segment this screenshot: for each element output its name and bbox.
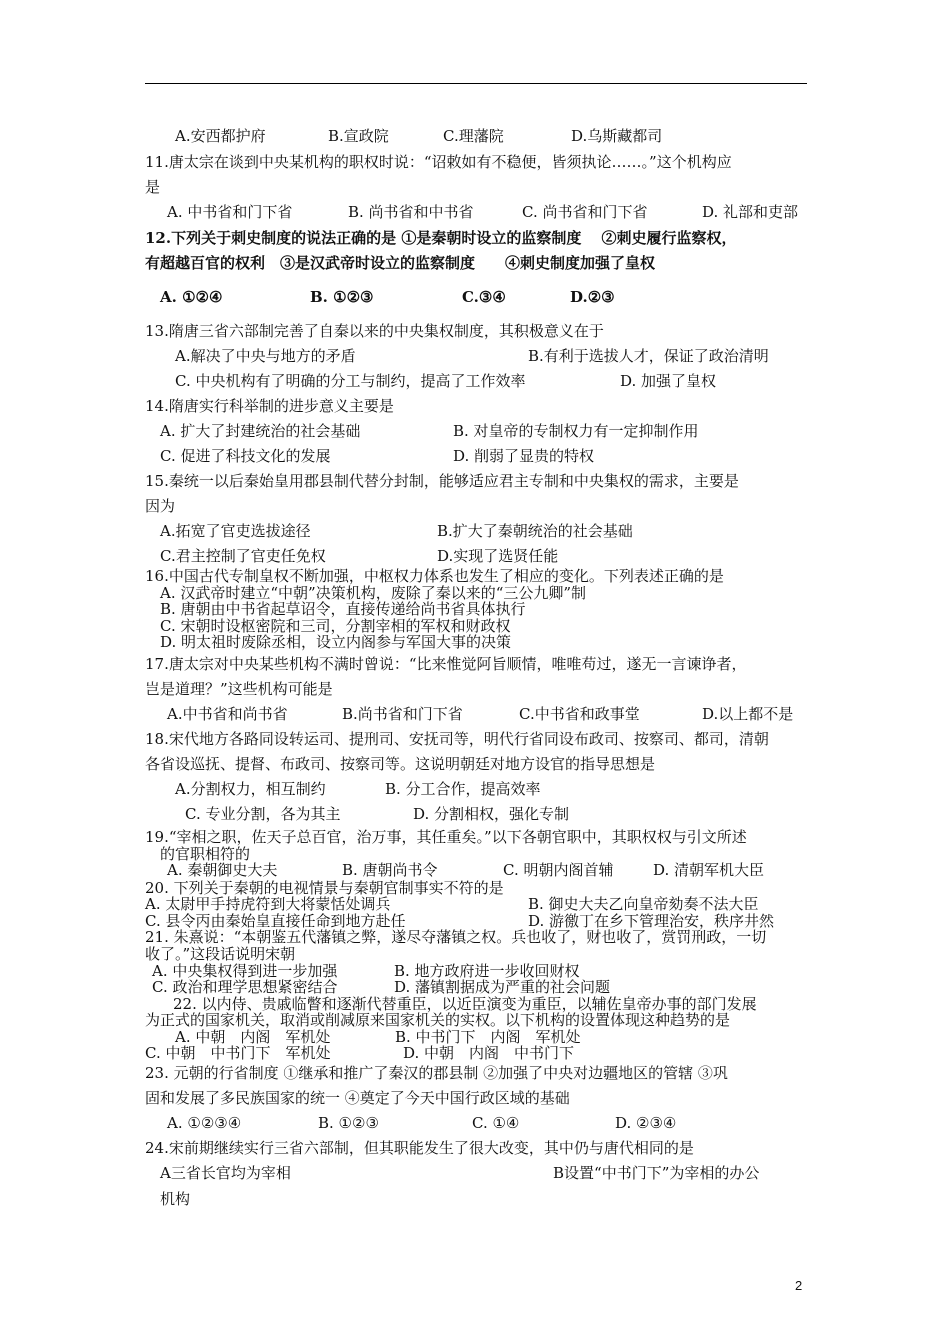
q18-option-d: D. 分割相权，强化专制 xyxy=(413,805,570,823)
q12-option-c: C.③④ xyxy=(462,288,506,306)
q12-stem-line2: 有超越百官的权利 ③是汉武帝时设立的监察制度 ④刺史制度加强了皇权 xyxy=(145,254,656,272)
q17-option-a: A.中书省和尚书省 xyxy=(167,705,288,723)
q13-option-a: A.解决了中央与地方的矛盾 xyxy=(175,347,356,365)
q21-stem-line1: 21. 朱熹说：“本朝鉴五代藩镇之弊，遂尽夺藩镇之权。兵也收了，财也收了，赏罚刑政，一切 xyxy=(145,928,767,946)
q19-option-b: B. 唐朝尚书令 xyxy=(342,861,438,879)
q19-option-d: D. 清朝军机大臣 xyxy=(653,861,765,879)
q10-option-a: A.安西都护府 xyxy=(175,127,266,145)
q14-option-d: D. 削弱了显贵的特权 xyxy=(453,447,595,465)
q16-stem: 16.中国古代专制皇权不断加强，中枢权力体系也发生了相应的变化。下列表述正确的是 xyxy=(145,567,724,585)
q11-option-c: C. 尚书省和门下省 xyxy=(522,203,648,221)
q21-option-d: D. 藩镇割据成为严重的社会问题 xyxy=(394,978,611,996)
q17-option-c: C.中书省和政事堂 xyxy=(519,705,640,723)
q13-stem: 13.隋唐三省六部制完善了自秦以来的中央集权制度，其积极意义在于 xyxy=(145,322,604,340)
q11-option-d: D. 礼部和吏部 xyxy=(702,203,799,221)
q18-stem-line2: 各省设巡抚、提督、布政司、按察司等。这说明朝廷对地方设官的指导思想是 xyxy=(145,755,656,773)
page-number: 2 xyxy=(795,1278,803,1293)
q20-option-c: C. 县令丙由秦始皇直接任命到地方赴任 xyxy=(145,912,406,930)
q16-option-b: B. 唐朝由中书省起草诏令，直接传递给尚书省具体执行 xyxy=(160,600,526,618)
q23-option-a: A. ①②③④ xyxy=(167,1114,242,1132)
q19-stem-line2: 的官职相符的 xyxy=(160,845,251,863)
q19-option-a: A. 秦朝御史大夫 xyxy=(167,861,278,879)
q23-stem-line2: 固和发展了多民族国家的统一 ④奠定了今天中国行政区域的基础 xyxy=(145,1089,570,1107)
q12-option-d: D.②③ xyxy=(570,288,615,306)
q13-option-d: D. 加强了皇权 xyxy=(620,372,717,390)
q12-option-a: A. ①②④ xyxy=(160,288,223,306)
q13-option-c: C. 中央机构有了明确的分工与制约，提高了工作效率 xyxy=(175,372,526,390)
q15-option-b: B.扩大了秦朝统治的社会基础 xyxy=(437,522,633,540)
q18-option-b: B. 分工合作，提高效率 xyxy=(385,780,541,798)
q23-option-d: D. ②③④ xyxy=(615,1114,677,1132)
q24-option-b: B设置“中书门下”为宰相的办公 xyxy=(553,1164,760,1182)
q14-stem: 14.隋唐实行科举制的进步意义主要是 xyxy=(145,397,394,415)
q20-stem: 20. 下列关于秦朝的电视情景与秦朝官制事实不符的是 xyxy=(145,879,504,897)
q16-option-a: A. 汉武帝时建立“中朝”决策机构，废除了秦以来的“三公九卿”制 xyxy=(160,584,587,602)
q22-option-b: B. 中书门下 内阁 军机处 xyxy=(395,1028,581,1046)
q23-stem-line1: 23. 元朝的行省制度 ①继承和推广了秦汉的郡县制 ②加强了中央对边疆地区的管辖 ③巩 xyxy=(145,1064,728,1082)
q23-option-c: C. ①④ xyxy=(472,1114,520,1132)
q24-stem: 24.宋前期继续实行三省六部制，但其职能发生了很大改变，其中仍与唐代相同的是 xyxy=(145,1139,694,1157)
q21-option-b: B. 地方政府进一步收回财权 xyxy=(394,962,580,980)
q11-option-a: A. 中书省和门下省 xyxy=(167,203,293,221)
q15-stem-line1: 15.秦统一以后秦始皇用郡县制代替分封制，能够适应君主专制和中央集权的需求，主要是 xyxy=(145,472,739,490)
q22-stem-line2: 为正式的国家机关，取消或削减原来国家机关的实权。以下机构的设置体现这种趋势的是 xyxy=(145,1011,731,1029)
q24-option-a: A三省长官均为宰相 xyxy=(160,1164,291,1182)
q22-option-a: A. 中朝 内阁 军机处 xyxy=(175,1028,331,1046)
q10-option-d: D.乌斯藏都司 xyxy=(571,127,663,145)
q17-stem-line2: 岂是道理？”这些机构可能是 xyxy=(145,680,333,698)
q20-option-a: A. 太尉甲手持虎符到大将蒙恬处调兵 xyxy=(145,895,391,913)
q23-option-b: B. ①②③ xyxy=(318,1114,379,1132)
q15-option-d: D.实现了选贤任能 xyxy=(437,547,559,565)
q18-option-a: A.分割权力，相互制约 xyxy=(175,780,326,798)
q17-option-b: B.尚书省和门下省 xyxy=(342,705,463,723)
q20-option-d: D. 游徼丁在乡下管理治安，秩序井然 xyxy=(528,912,775,930)
q21-stem-line2: 收了。”这段话说明宋朝 xyxy=(145,945,296,963)
q15-option-c: C.君主控制了官吏任免权 xyxy=(160,547,326,565)
q12-stem-line1: 12.下列关于刺史制度的说法正确的是 ①是秦朝时设立的监察制度 ②刺史履行监察权， xyxy=(145,229,737,247)
q21-option-a: A. 中央集权得到进一步加强 xyxy=(152,962,338,980)
q21-option-c: C. 政治和理学思想紧密结合 xyxy=(152,978,338,996)
q14-option-b: B. 对皇帝的专制权力有一定抑制作用 xyxy=(453,422,699,440)
q10-option-c: C.理藩院 xyxy=(443,127,504,145)
q18-option-c: C. 专业分割，各为其主 xyxy=(185,805,341,823)
q16-option-d: D. 明太祖时废除丞相，设立内阁参与军国大事的决策 xyxy=(160,633,512,651)
q11-stem-line1: 11.唐太宗在谈到中央某机构的职权时说：“诏敕如有不稳便，皆须执论……。”这个机构应 xyxy=(145,153,732,171)
q10-option-b: B.宣政院 xyxy=(328,127,389,145)
q17-option-d: D.以上都不是 xyxy=(702,705,794,723)
header-rule xyxy=(145,83,807,84)
q12-option-b: B. ①②③ xyxy=(310,288,374,306)
q19-stem-line1: 19.“宰相之职，佐天子总百官，治万事，其任重矣。”以下各朝官职中，其职权权与引文所述 xyxy=(145,828,747,846)
q19-option-c: C. 明朝内阁首辅 xyxy=(503,861,614,879)
q16-option-c: C. 宋朝时设枢密院和三司，分割宰相的军权和财政权 xyxy=(160,617,511,635)
q22-option-d: D. 中朝 内阁 中书门下 xyxy=(403,1044,575,1062)
q14-option-c: C. 促进了科技文化的发展 xyxy=(160,447,331,465)
q22-option-c: C. 中朝 中书门下 军机处 xyxy=(145,1044,331,1062)
q20-option-b: B. 御史大夫乙向皇帝劾奏不法大臣 xyxy=(528,895,759,913)
q15-option-a: A.拓宽了官吏选拔途径 xyxy=(160,522,311,540)
q17-stem-line1: 17.唐太宗对中央某些机构不满时曾说：“比来惟觉阿旨顺情，唯唯苟过，遂无一言谏诤者， xyxy=(145,655,747,673)
q18-stem-line1: 18.宋代地方各路同设转运司、提刑司、安抚司等，明代行省同设布政司、按察司、都司，清朝 xyxy=(145,730,769,748)
q24-option-b-continued: 机构 xyxy=(160,1190,191,1208)
q15-stem-line2: 因为 xyxy=(145,497,176,515)
q14-option-a: A. 扩大了封建统治的社会基础 xyxy=(160,422,361,440)
q11-stem-line2: 是 xyxy=(145,178,161,196)
q11-option-b: B. 尚书省和中书省 xyxy=(348,203,474,221)
q22-stem-line1: 22. 以内侍、贵戚临瞥和逐渐代替重臣，以近臣演变为重臣，以辅佐皇帝办事的部门发展 xyxy=(173,995,757,1013)
q13-option-b: B.有利于选拔人才，保证了政治清明 xyxy=(528,347,769,365)
